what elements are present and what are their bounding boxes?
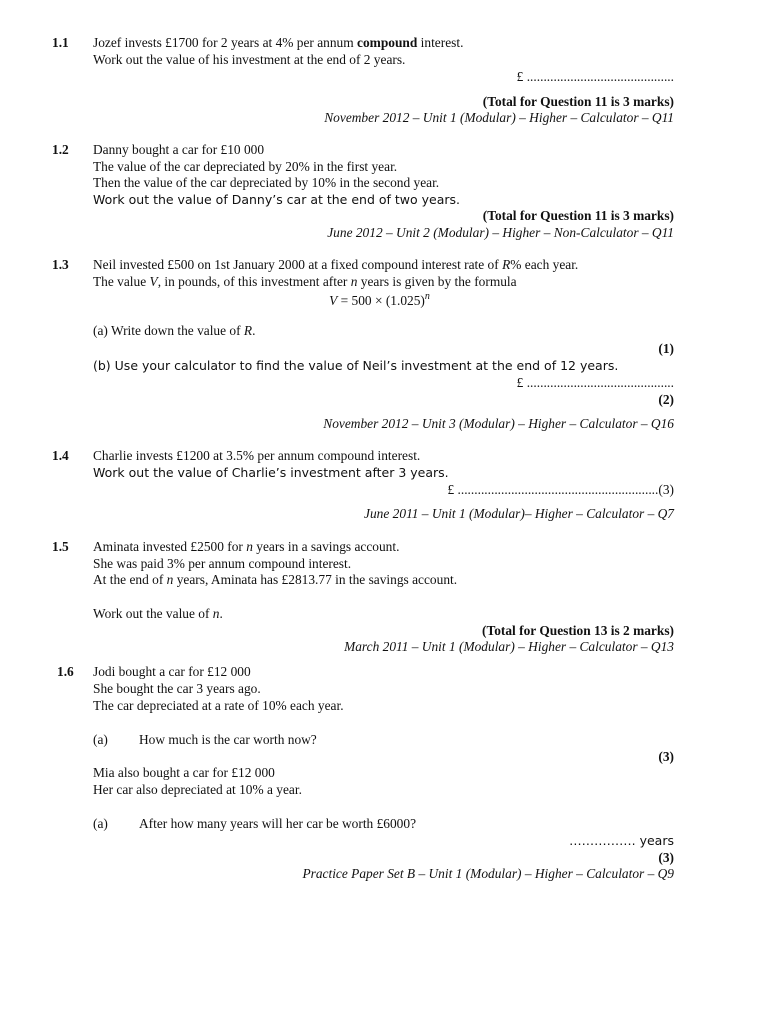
answer-line: £ ............................................ <box>516 375 674 390</box>
question-number: 1.5 <box>52 539 69 554</box>
source-reference: November 2012 – Unit 3 (Modular) – Higher – Calculator – Q16 <box>323 416 674 431</box>
part-b: (b) Use your calculator to find the value of Neil’s investment at the end of 12 years. <box>93 358 619 373</box>
part-a: (a) Write down the value of R. <box>93 323 256 338</box>
question-number: 1.3 <box>52 257 69 272</box>
total-marks: (Total for Question 11 is 3 marks) <box>482 94 674 109</box>
question-text: The value V, in pounds, of this investment after n years is given by the formula <box>93 274 517 289</box>
question-text: Work out the value of Danny’s car at the end of two years. <box>93 192 461 207</box>
question-text: Jodi bought a car for £12 000 <box>93 664 251 679</box>
part-b: (a) After how many years will her car be worth £6000? <box>93 816 417 831</box>
part-a: (a) How much is the car worth now? <box>93 732 317 747</box>
total-marks: (Total for Question 13 is 2 marks) <box>482 623 674 638</box>
mark: (3) <box>658 749 674 764</box>
question-text: Aminata invested £2500 for n years in a savings account. <box>93 539 400 554</box>
question-text: Work out the value of Charlie’s investment after 3 years. <box>93 465 449 480</box>
answer-line: £ ............................................ <box>516 69 674 84</box>
total-marks: (Total for Question 11 is 3 marks) <box>482 208 674 223</box>
answer-line: ……………. years <box>569 833 674 848</box>
question-number: 1.4 <box>52 448 69 463</box>
question-text: Mia also bought a car for £12 000 <box>93 765 275 780</box>
formula: $V = 500 \times (1.025)^n$ <box>329 291 430 308</box>
question-text: Then the value of the car depreciated by 10% in the second year. <box>93 175 440 190</box>
source-reference: March 2011 – Unit 1 (Modular) – Higher – Calculator – Q13 <box>344 639 674 654</box>
question-text: Charlie invests £1200 at 3.5% per annum compound interest. <box>93 448 421 463</box>
question-number: 1.2 <box>52 142 69 157</box>
mark: (2) <box>658 392 674 407</box>
question-text: Work out the value of n. <box>93 606 223 621</box>
question-text: The car depreciated at a rate of 10% each year. <box>93 698 344 713</box>
question-text: At the end of n years, Aminata has £2813.77 in the savings account. <box>93 572 458 587</box>
question-text: The value of the car depreciated by 20% in the first year. <box>93 159 398 174</box>
mark: (1) <box>658 341 674 356</box>
question-text: Jozef invests £1700 for 2 years at 4% per annum compound interest. <box>93 35 464 50</box>
question-text: She was paid 3% per annum compound interest. <box>93 556 352 571</box>
source-reference: June 2011 – Unit 1 (Modular)– Higher – Calculator – Q7 <box>364 506 674 521</box>
question-text: She bought the car 3 years ago. <box>93 681 261 696</box>
source-reference: June 2012 – Unit 2 (Modular) – Higher – Non-Calculator – Q11 <box>327 225 674 240</box>
source-reference: November 2012 – Unit 1 (Modular) – Higher – Calculator – Q11 <box>324 110 674 125</box>
answer-line: £ ............................................................(3) <box>447 482 674 497</box>
question-text: Neil invested £500 on 1st January 2000 at a fixed compound interest rate of R% each year. <box>93 257 579 272</box>
question-number: 1.1 <box>52 35 69 50</box>
question-text: Work out the value of his investment at the end of 2 years. <box>93 52 406 67</box>
source-reference: Practice Paper Set B – Unit 1 (Modular) – Higher – Calculator – Q9 <box>302 866 674 881</box>
question-number: 1.6 <box>57 664 74 679</box>
question-text: Her car also depreciated at 10% a year. <box>93 782 302 797</box>
mark: (3) <box>658 850 674 865</box>
question-text: Danny bought a car for £10 000 <box>93 142 265 157</box>
